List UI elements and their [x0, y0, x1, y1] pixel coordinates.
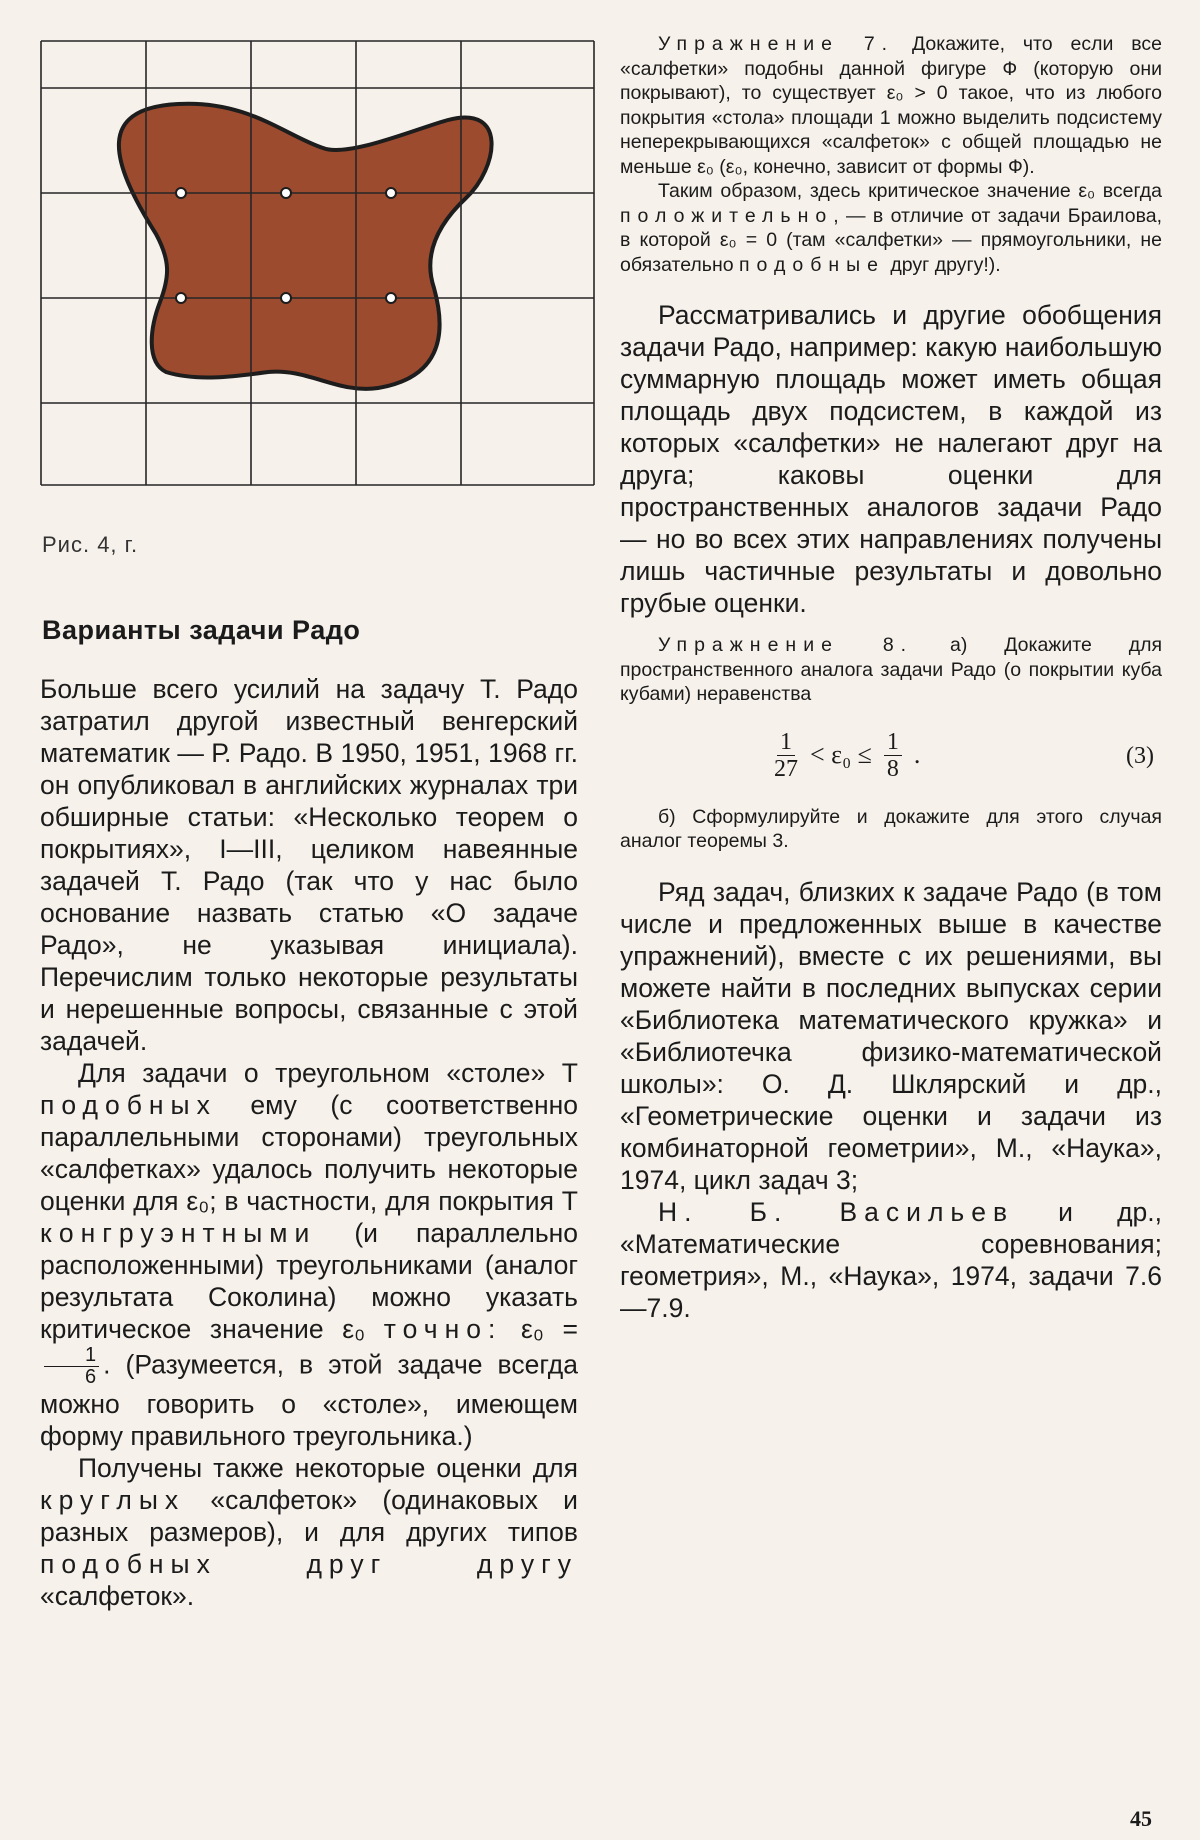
fraction-one-sixth — [44, 1345, 99, 1388]
p3-spaced-podobnykh-drug-drugu: подобных друг другу — [40, 1549, 578, 1579]
ex7-comment-a: Таким образом, здесь критическое значение ε₀ всегда — [658, 180, 1162, 202]
ex7-spaced-polozhitelno: положительно — [620, 204, 834, 227]
p6-spaced-author: Н. Б. Васильев — [658, 1196, 1015, 1227]
exercise-8 — [620, 633, 1162, 707]
p2-spaced-podobnykh: подобных — [40, 1090, 217, 1120]
ex7-comment-c: , — в отличие от задачи Браилова, в которой ε₀ = 0 (там «салфетки» — прямоугольники, не обязательно — [620, 204, 1162, 276]
p3-part-c: «салфеток» (одинаковых и разных размеров), и для других типов — [40, 1485, 578, 1547]
p3-part-e: «салфеток». — [40, 1581, 195, 1611]
paragraph-2 — [40, 1057, 578, 1452]
right-column — [620, 32, 1162, 1324]
exercise-7-text: Докажите, что если все «салфетки» подобны данной фигуре Ф (которую они покрывают), то существует ε₀ > 0 такое, что из любого покрытия «стола» площади 1 можно выделить подсистему неперекрывающихся «салфеток» с общей площадью не меньше ε₀ (ε₀, конечно, зависит от формы Ф). — [620, 33, 1163, 178]
inequality-formula — [770, 729, 920, 782]
equation-number: (3) — [1126, 742, 1154, 769]
exercise-7-comment — [620, 179, 1162, 277]
figure-svg — [38, 38, 598, 488]
exercise-8-label: Упражнение 8. — [658, 634, 914, 656]
exercise-8-text: а) Докажите для пространственного аналога задачи Радо (о покрытии куба кубами) неравенства — [620, 634, 1163, 705]
exercise-8-b: б) Сформулируйте и докажите для этого случая аналог теоремы 3. — [620, 805, 1162, 852]
paragraph-5: Ряд задач, близких к задаче Радо (в том числе и предложенных выше в качестве упражнений), вместе с их решениями, вы можете найти в последних выпусках серии «Библиотека математического кружка» и «Библиотечка физико-математической школы»: О. Д. Шклярский и др., «Геометрические оценки и задачи из комбинаторной геометрии», М., «Наука», 1974, цикл задач 3; — [620, 876, 1162, 1195]
figure-grid-blob — [38, 38, 598, 488]
p2-spaced-tochno: точно: — [383, 1314, 503, 1344]
paragraph-1: Больше всего усилий на задачу Т. Радо затратил другой известный венгерский математик — Р. Радо. В 1950, 1951, 1968 гг. он опубликовал в английских журналах три обширные статьи: «Несколько теорем о покрытиях», I—III, целиком навеянные задачей Т. Радо (так что у нас было основание назвать статью «О задаче Радо», не указывая инициала). Перечислим только некоторые результаты и нерешенные вопросы, связанные с этой задачей. — [40, 674, 578, 1056]
fraction-numerator: 1 — [884, 729, 902, 756]
inequality-middle: < ε₀ ≤ — [810, 740, 872, 769]
p3-spaced-kruglykh: круглых — [40, 1485, 186, 1515]
inequality-3 — [620, 721, 1162, 795]
p2-spaced-kongruentnymi: конгруэнтными — [40, 1218, 317, 1248]
page-number: 45 — [1130, 1806, 1152, 1831]
fraction-one-27 — [774, 729, 798, 782]
fraction-one-eighth — [884, 729, 902, 782]
p2-part-c: ему (с соответственно параллельными сторонами) треугольных «салфетках» удалось получить некоторые оценки для ε₀; в частности, для покрытия Т — [40, 1090, 578, 1216]
inequality-end: . — [913, 740, 921, 769]
fraction-numerator: 1 — [777, 729, 795, 756]
exercise-7-label: Упражнение 7. — [658, 33, 895, 55]
fraction-denominator: 6 — [85, 1366, 97, 1388]
p2-part-a: Для задачи о треугольном «столе» Т — [78, 1058, 578, 1088]
p2-part-e: (и параллельно расположенными) треугольниками (аналог результата Соколина) можно указать критическое значение ε₀ — [40, 1218, 578, 1344]
fraction-denominator: 8 — [886, 755, 899, 782]
left-column — [40, 673, 578, 1612]
p2-epsilon-eq: ε₀ = — [521, 1314, 578, 1344]
exercise-7 — [620, 32, 1162, 179]
paragraph-4: Рассматривались и другие обобщения задачи Радо, например: какую наибольшую суммарную площадь может иметь общая площадь двух подсистем, в каждой из которых «салфетки» не налегают друг на друга; каковы оценки для пространственных аналогов задачи Радо — но во всех этих направлениях получены лишь частичные результаты и довольно грубые оценки. — [620, 300, 1162, 618]
figure-shape — [119, 104, 492, 389]
section-heading: Варианты задачи Радо — [42, 615, 361, 645]
p2-part-h: . (Разумеется, в этой задаче всегда можно говорить о «столе», имеющем форму правильного треугольника.) — [40, 1349, 578, 1451]
ex7-comment-e: друг другу!). — [890, 253, 1001, 276]
ex7-spaced-podobnye: подобные — [739, 253, 885, 276]
p6-rest: и др., «Математические соревнования; геометрия», М., «Наука», 1974, задачи 7.6—7.9. — [620, 1196, 1162, 1323]
fraction-denominator: 27 — [774, 755, 798, 782]
paragraph-3 — [40, 1452, 578, 1612]
paragraph-6 — [620, 1196, 1162, 1324]
p3-part-a: Получены также некоторые оценки для — [78, 1453, 578, 1483]
fraction-numerator: 1 — [44, 1345, 99, 1367]
figure-caption: Рис. 4, г. — [42, 532, 139, 557]
